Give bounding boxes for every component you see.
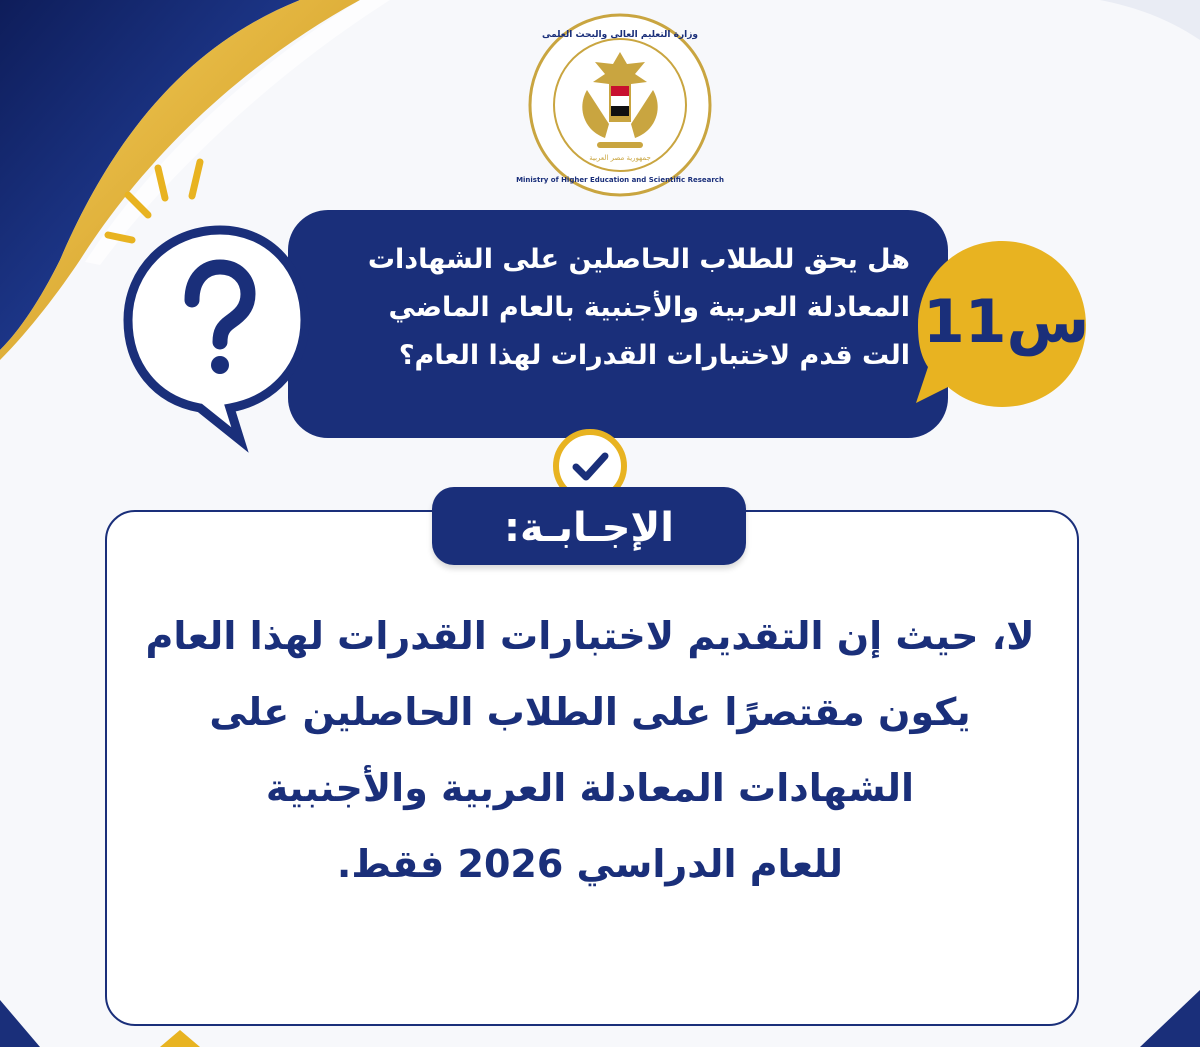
question-line: الت قدم لاختبارات القدرات لهذا العام؟ (398, 340, 910, 371)
answer-label: الإجـابـة: (504, 505, 674, 551)
ministry-logo (516, 12, 724, 198)
answer-line: الشهادات المعادلة العربية والأجنبية (265, 766, 915, 810)
logo-english-name: Ministry of Higher Education and Scientific Research (516, 176, 724, 184)
answer-line: للعام الدراسي 2026 فقط. (336, 842, 844, 886)
question-line: المعادلة العربية والأجنبية بالعام الماضي (388, 292, 910, 323)
answer-text (130, 598, 1050, 902)
question-prefix: س (1006, 287, 1090, 357)
question-text (300, 236, 910, 380)
answer-line: لا، حيث إن التقديم لاختبارات القدرات لهذا العام (145, 614, 1035, 658)
answer-line: يكون مقتصرًا على الطلاب الحاصلين على (209, 690, 971, 734)
logo-arabic-name: وزارة التعليم العالى والبحث العلمى (541, 30, 699, 40)
question-number (923, 287, 1090, 357)
logo-emblem-caption: جمهورية مصر العربية (589, 154, 651, 162)
question-mark-bubble (100, 150, 320, 430)
question-line: هل يحق للطلاب الحاصلين على الشهادات (367, 244, 910, 275)
question-number-value: 11 (923, 287, 1007, 357)
